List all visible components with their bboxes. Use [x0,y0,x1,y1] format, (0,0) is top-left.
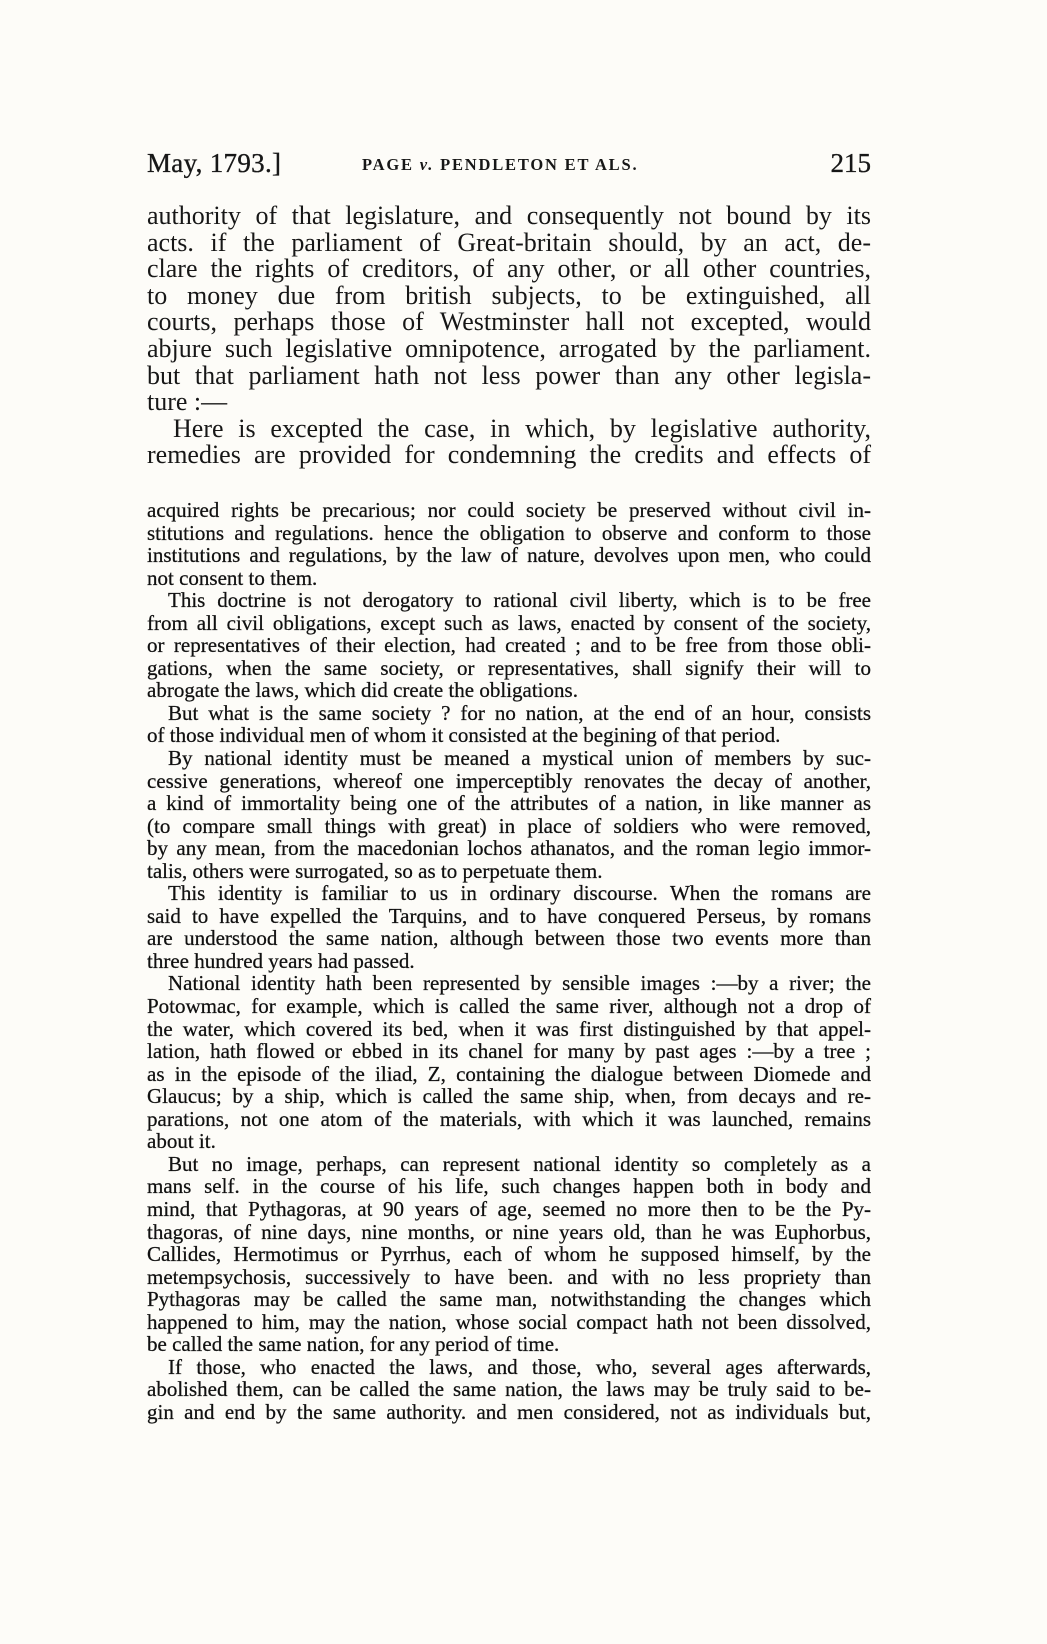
running-head [147,147,871,179]
footnote-paragraph [147,499,871,589]
footnote-line: abrogate the laws, which did create the obligations. [147,678,578,703]
text-line: abjure such legislative omnipotence, arrogated by the parliament. [147,333,871,363]
footnote-line: from all civil obligations, except such as laws, enacted by consent of the society, [147,610,871,635]
footnote-line: Pythagoras may be called the same man, notwithstanding the changes which [147,1287,871,1312]
footnote-line: are understood the same nation, although between those two events more than [147,926,871,951]
footnote-line: happened to him, may the nation, whose social compact hath not been dissolved, [147,1309,871,1334]
running-head-date: May, 1793.] [147,148,282,178]
footnote [147,499,871,1423]
footnote-line: three hundred years had passed. [147,948,415,973]
footnote-line: gations, when the same society, or representatives, shall signify their will to [147,655,871,680]
footnote-line: said to have expelled the Tarquins, and to have conquered Perseus, by romans [147,903,871,928]
footnote-paragraph [147,972,871,1152]
footnote-paragraph [147,1153,871,1356]
footnote-line: acquired rights be precarious; nor could society be preserved without civil in- [147,498,871,522]
footnote-line: But no image, perhaps, can represent national identity so completely as a [168,1151,871,1176]
footnote-line: by any mean, from the macedonian lochos athanatos, and the roman legio immor- [147,836,871,861]
footnote-line: not consent to them. [147,565,318,590]
footnote-line: abolished them, can be called the same nation, the laws may be truly said to be- [147,1377,871,1402]
footnote-line: thagoras, of nine days, nine months, or nine years old, than he was Euphorbus, [147,1219,871,1244]
footnote-line: By national identity must be meaned a mystical union of members by suc- [168,746,871,771]
text-line: remedies are provided for condemning the credits and effects of [147,440,871,470]
footnote-line: be called the same nation, for any period of time. [147,1332,560,1357]
footnote-paragraph [147,882,871,972]
text-line: Here is excepted the case, in which, by legislative authority, [173,413,871,443]
main-paragraph [147,413,871,470]
text-line: acts. if the parliament of Great-britain should, by an act, de- [147,227,871,257]
footnote-line: mind, that Pythagoras, at 90 years of age, seemed no more then to be the Py- [147,1196,871,1221]
footnote-line: lation, hath flowed or ebbed in its chanel for many by past ages :—by a tree ; [147,1039,871,1064]
footnote-line: of those individual men of whom it consisted at the begining of that period. [147,723,781,748]
case-title-versus: v. [419,155,435,174]
footnote-line: mans self. in the course of his life, such changes happen both in body and [147,1174,871,1199]
footnote-line: National identity hath been represented by sensible images :—by a river; the [168,971,871,996]
footnote-paragraph [147,1356,871,1424]
footnote-line: This identity is familiar to us in ordinary discourse. When the romans are [168,881,871,906]
footnote-line: Glaucus; by a ship, which is called the same ship, when, from decays and re- [147,1084,871,1109]
footnote-line: cessive generations, whereof one imperceptibly renovates the decay of another, [147,768,871,793]
footnote-line: about it. [147,1129,216,1154]
footnote-line: talis, others were surrogated, so as to perpetuate them. [147,858,603,883]
text-line: authority of that legislature, and consequently not bound by its [147,201,871,230]
footnote-line: metempsychosis, successively to have been. and with no less propriety than [147,1264,871,1289]
footnote-line: Callides, Hermotimus or Pyrrhus, each of whom he supposed himself, by the [147,1242,871,1267]
main-paragraph [147,203,871,416]
case-title-party-2: PENDLETON ET ALS. [440,155,639,174]
footnote-line: or representatives of their election, had created ; and to be free from those obli- [147,633,871,658]
footnote-line: institutions and regulations, by the law of nature, devolves upon men, who could [147,543,871,568]
footnote-line: gin and end by the same authority. and men considered, not as individuals but, [147,1399,871,1424]
footnote-line: a kind of immortality being one of the attributes of a nation, in like manner as [147,791,871,816]
text-line: courts, perhaps those of Westminster hall not excepted, would [147,307,871,337]
text-line: to money due from british subjects, to be extinguished, all [147,280,871,310]
footnote-paragraph [147,589,871,702]
footnote-line: as in the episode of the iliad, Z, containing the dialogue between Diomede and [147,1061,871,1086]
footnote-line: Potowmac, for example, which is called the same river, although not a drop of [147,994,871,1019]
footnote-line: If those, who enacted the laws, and those, who, several ages afterwards, [168,1354,871,1379]
footnote-line: stitutions and regulations. hence the obligation to observe and conform to those [147,520,871,545]
text-line: but that parliament hath not less power than any other legisla- [147,360,871,390]
text-line: clare the rights of creditors, of any other, or all other countries, [147,254,871,284]
main-text [147,203,871,469]
footnote-paragraph [147,702,871,747]
footnote-line: the water, which covered its bed, when it was first distinguished by that appel- [147,1016,871,1041]
footnote-line: (to compare small things with great) in place of soldiers who were removed, [147,813,871,838]
page-number: 215 [830,148,871,178]
footnote-line: parations, not one atom of the materials, with which it was launched, remains [147,1106,871,1131]
footnote-line: This doctrine is not derogatory to rational civil liberty, which is to be free [168,588,871,613]
text-line: ture :— [147,387,228,417]
footnote-line: But what is the same society ? for no nation, at the end of an hour, consists [168,700,871,725]
footnote-paragraph [147,747,871,882]
running-head-case-title [362,149,638,181]
case-title-party-1: PAGE [362,155,414,174]
